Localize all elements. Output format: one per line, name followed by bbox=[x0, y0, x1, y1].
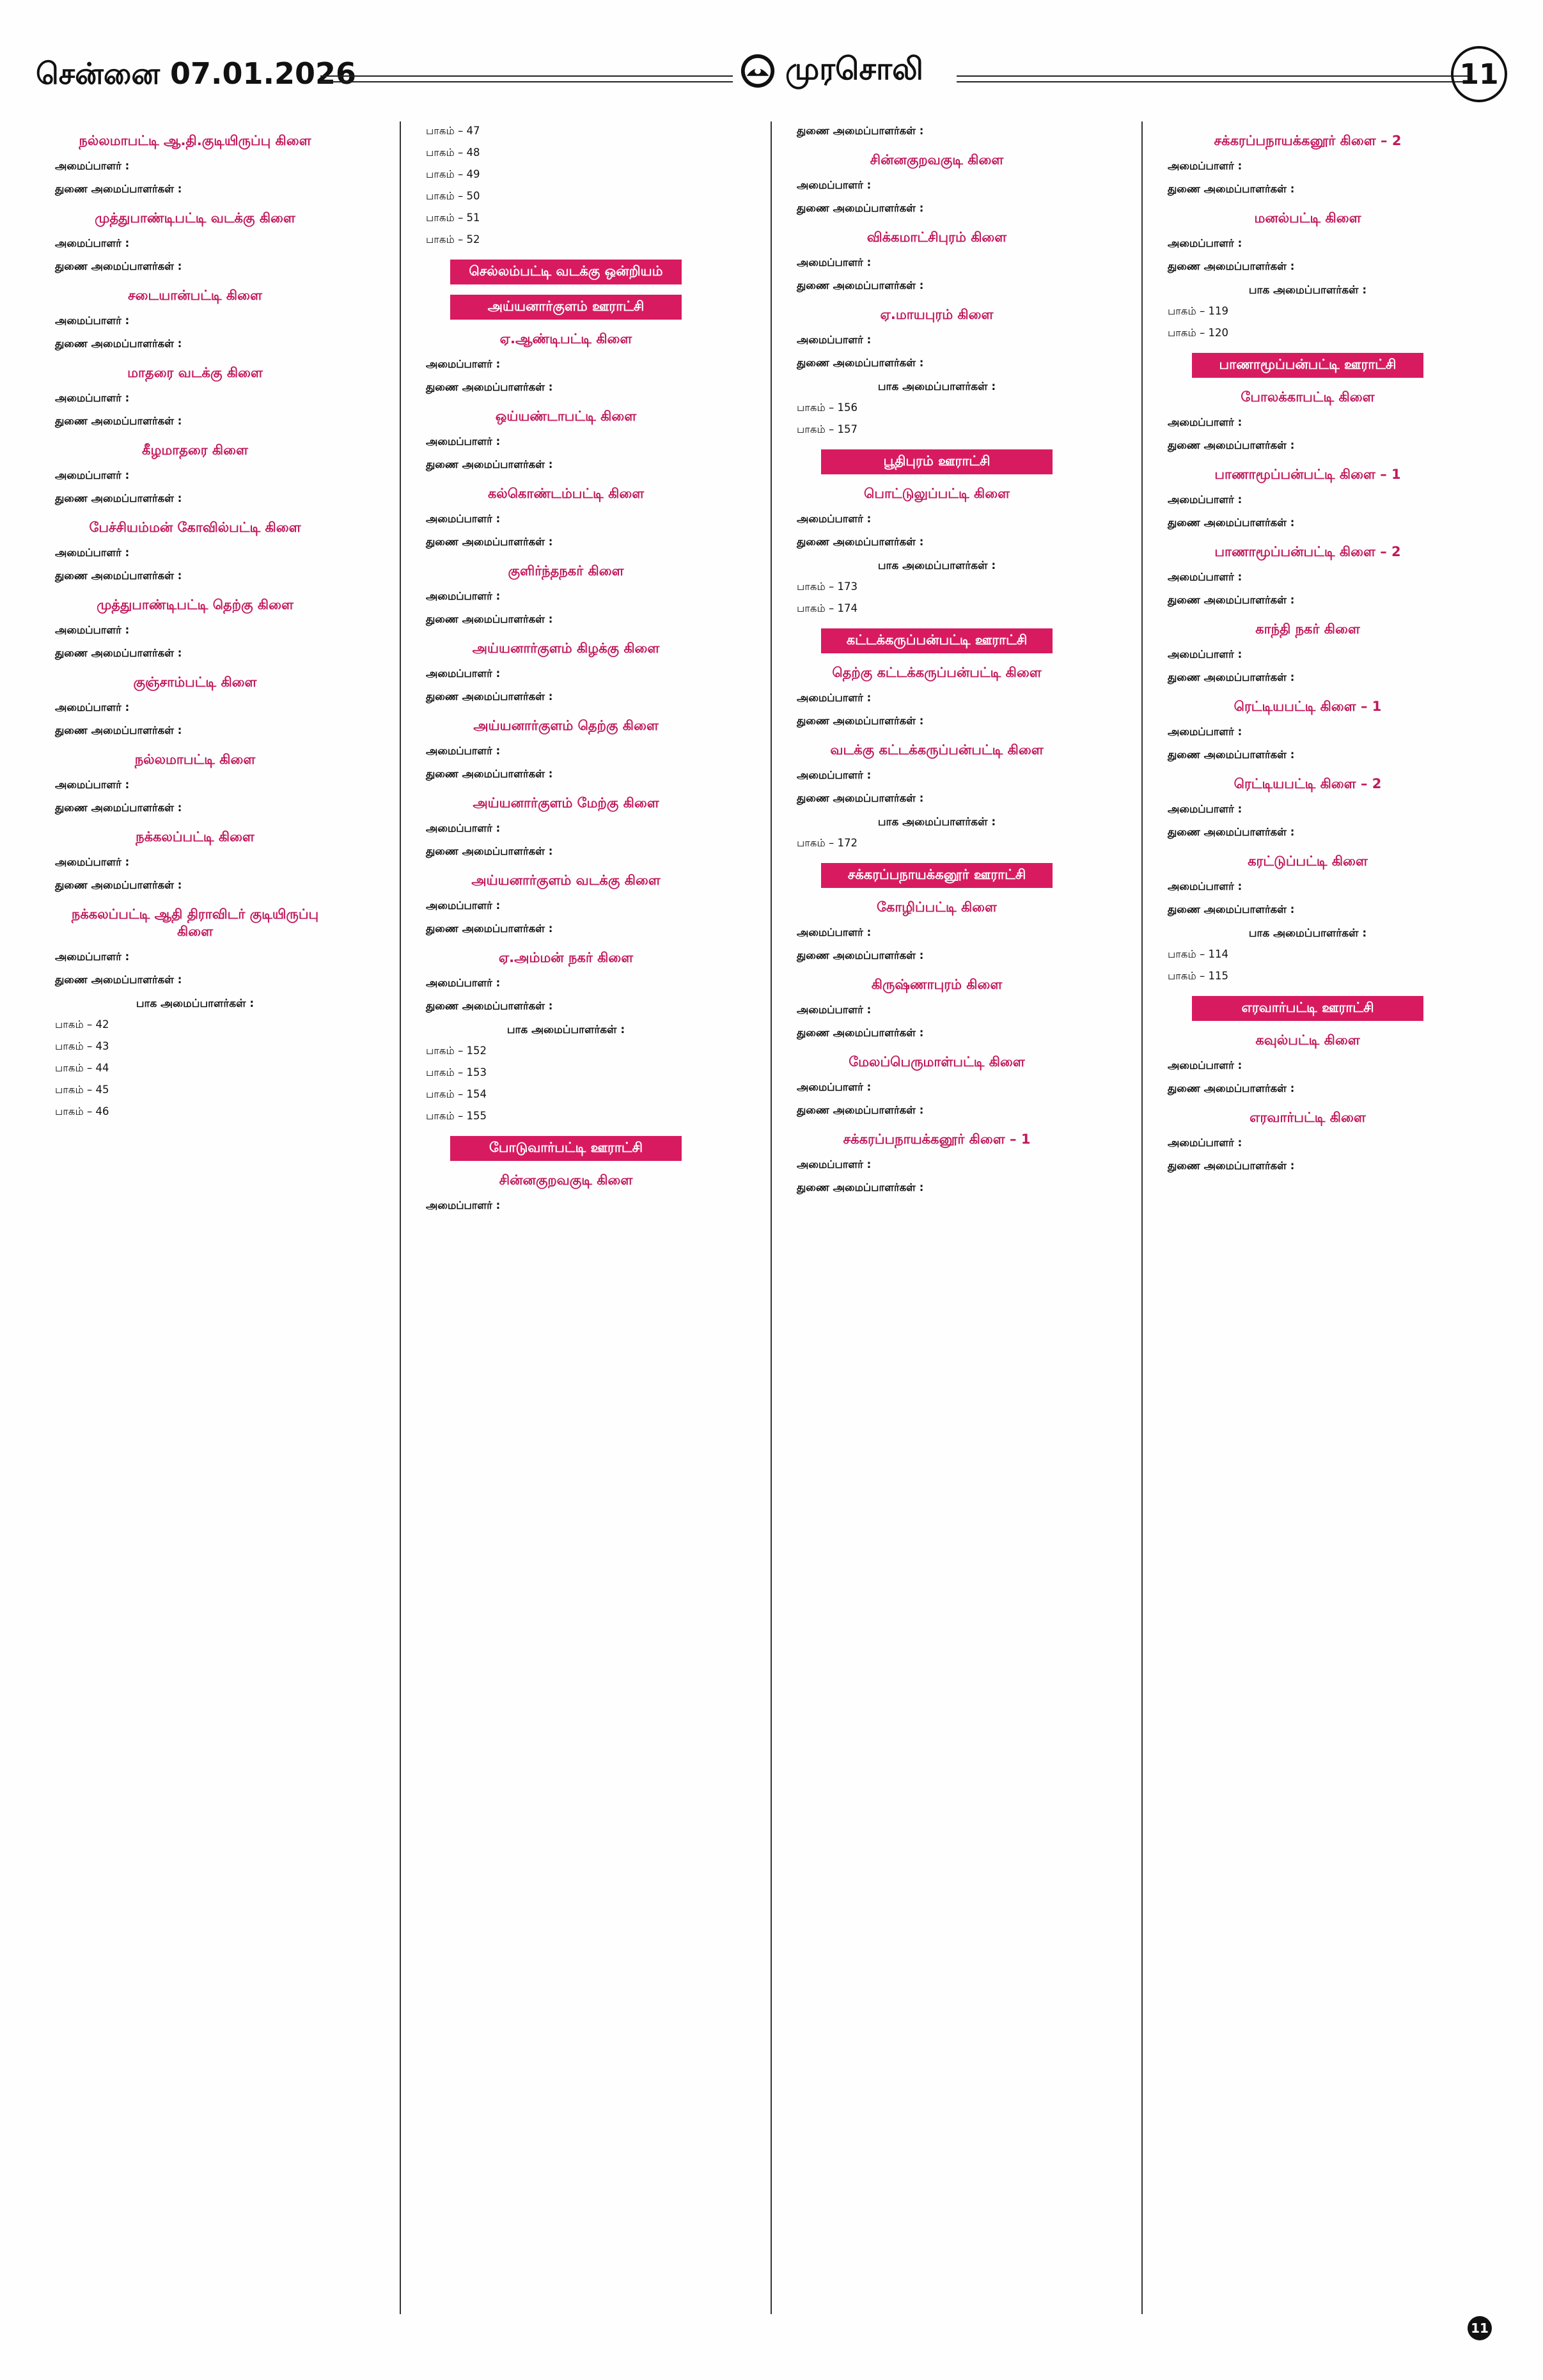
president-entry bbox=[55, 853, 335, 872]
section-title: ரெட்டியபட்டி கிளை – 2 bbox=[1234, 776, 1382, 791]
president-label: அமைப்பாளர் : bbox=[1168, 648, 1242, 660]
ward-number: பாகம் – 52 bbox=[426, 233, 480, 245]
deputies-entry bbox=[1168, 745, 1448, 765]
deputy-label: துணை அமைப்பாளர்கள் : bbox=[797, 715, 924, 727]
president-label: அமைப்பாளர் : bbox=[797, 256, 872, 268]
ward-number: பாகம் – 154 bbox=[426, 1088, 487, 1100]
ward-row bbox=[797, 577, 1077, 596]
ward-row bbox=[797, 420, 1077, 439]
page-number-footer: 11 bbox=[1468, 2316, 1492, 2340]
president-entry bbox=[1168, 645, 1448, 664]
deputy-label: துணை அமைப்பாளர்கள் : bbox=[1168, 826, 1295, 838]
president-entry bbox=[797, 688, 1077, 708]
panchayat-banner: கட்டக்கருப்பன்பட்டி ஊராட்சி bbox=[821, 628, 1053, 653]
section-title: ஏ.மாயபுரம் கிளை bbox=[880, 307, 994, 322]
ward-row bbox=[55, 1015, 335, 1034]
section-title: முத்துபாண்டிபட்டி வடக்கு கிளை bbox=[95, 210, 295, 226]
deputy-label: துணை அமைப்பாளர்கள் : bbox=[55, 260, 182, 272]
ward-number: பாகம் – 47 bbox=[426, 125, 480, 137]
section-title: சின்னகுறவகுடி கிளை bbox=[870, 152, 1004, 167]
ward-row bbox=[1168, 945, 1448, 964]
deputy-label: துணை அமைப்பாளர்கள் : bbox=[797, 357, 924, 369]
ward-number: பாகம் – 172 bbox=[797, 837, 858, 849]
section-title: காந்தி நகர் கிளை bbox=[1255, 621, 1360, 637]
president-label: அமைப்பாளர் : bbox=[1168, 803, 1242, 815]
branch-organisers-label: பாக அமைப்பாளர்கள் : bbox=[1248, 284, 1367, 297]
deputies-entry bbox=[797, 199, 1077, 218]
deputy-label: துணை அமைப்பாளர்கள் : bbox=[1168, 260, 1295, 272]
president-label: அமைப்பாளர் : bbox=[797, 692, 872, 704]
president-label: அமைப்பாளர் : bbox=[1168, 416, 1242, 428]
deputies-entry bbox=[1168, 1156, 1448, 1176]
president-label: அமைப்பாளர் : bbox=[55, 237, 130, 249]
deputies-entry bbox=[55, 721, 335, 740]
branch-organisers-label: பாக அமைப்பாளர்கள் : bbox=[877, 559, 996, 572]
deputies-entry bbox=[55, 412, 335, 431]
deputy-label: துணை அமைப்பாளர்கள் : bbox=[1168, 671, 1295, 683]
section-title: குளிர்ந்தநகர் கிளை bbox=[508, 563, 624, 579]
ward-row bbox=[426, 208, 706, 228]
ward-row bbox=[426, 121, 706, 141]
president-entry bbox=[797, 1000, 1077, 1020]
deputies-entry bbox=[426, 765, 706, 784]
deputy-label: துணை அமைப்பாளர்கள் : bbox=[426, 613, 553, 625]
column-3 bbox=[793, 121, 1081, 2314]
header-rule-right bbox=[957, 75, 1468, 82]
ward-row bbox=[426, 187, 706, 206]
section-title: அய்யனார்குளம் வடக்கு கிளை bbox=[471, 873, 661, 888]
panchayat-banner: போடுவார்பட்டி ஊராட்சி bbox=[450, 1136, 682, 1161]
deputy-label: துணை அமைப்பாளர்கள் : bbox=[55, 879, 182, 891]
deputy-label: துணை அமைப்பாளர்கள் : bbox=[1168, 517, 1295, 529]
ward-number: பாகம் – 155 bbox=[426, 1110, 487, 1122]
ward-row bbox=[797, 834, 1077, 853]
deputy-label: துணை அமைப்பாளர்கள் : bbox=[55, 570, 182, 582]
president-entry bbox=[426, 819, 706, 838]
deputy-label: துணை அமைப்பாளர்கள் : bbox=[797, 1181, 924, 1194]
president-entry bbox=[1168, 234, 1448, 253]
president-entry bbox=[55, 466, 335, 485]
president-entry bbox=[1168, 1056, 1448, 1075]
ward-number: பாகம் – 48 bbox=[426, 146, 480, 159]
branch-organisers-label: பாக அமைப்பாளர்கள் : bbox=[1248, 927, 1367, 940]
ward-number: பாகம் – 43 bbox=[55, 1040, 109, 1052]
president-label: அமைப்பாளர் : bbox=[55, 315, 130, 327]
president-label: அமைப்பாளர் : bbox=[55, 779, 130, 791]
section-title: பேச்சியம்மன் கோவில்பட்டி கிளை bbox=[89, 520, 301, 535]
president-entry bbox=[797, 331, 1077, 350]
president-entry bbox=[797, 1078, 1077, 1097]
section-title: ஒய்யண்டாபட்டி கிளை bbox=[495, 408, 637, 424]
ward-number: பாகம் – 50 bbox=[426, 190, 480, 202]
president-entry bbox=[426, 1196, 706, 1215]
president-entry bbox=[797, 176, 1077, 195]
ward-row bbox=[55, 1059, 335, 1078]
president-entry bbox=[55, 234, 335, 253]
deputies-entry bbox=[426, 997, 706, 1016]
president-entry bbox=[797, 923, 1077, 942]
deputies-entry bbox=[55, 334, 335, 354]
ward-number: பாகம் – 49 bbox=[426, 168, 480, 180]
column-1 bbox=[51, 121, 339, 2314]
president-entry bbox=[55, 775, 335, 795]
newspaper-name: முரசொலி bbox=[785, 51, 923, 87]
president-entry bbox=[55, 947, 335, 967]
section-title: நல்லமாபட்டி ஆ.தி.குடியிருப்பு கிளை bbox=[79, 133, 311, 148]
ward-row bbox=[797, 599, 1077, 618]
deputy-label: துணை அமைப்பாளர்கள் : bbox=[797, 792, 924, 804]
deputy-label: துணை அமைப்பாளர்கள் : bbox=[797, 202, 924, 214]
panchayat-banner: பூதிபுரம் ஊராட்சி bbox=[821, 449, 1053, 474]
deputies-entry bbox=[1168, 823, 1448, 842]
president-entry bbox=[426, 509, 706, 529]
deputies-entry bbox=[55, 970, 335, 990]
ward-row bbox=[55, 1037, 335, 1056]
deputy-label: துணை அமைப்பாளர்கள் : bbox=[797, 536, 924, 548]
section-title: கோழிப்பட்டி கிளை bbox=[876, 899, 997, 915]
section-title: கரட்டுப்பட்டி கிளை bbox=[1248, 853, 1368, 869]
ward-number: பாகம் – 119 bbox=[1168, 305, 1228, 317]
president-label: அமைப்பாளர் : bbox=[797, 1081, 872, 1093]
deputies-entry bbox=[55, 798, 335, 818]
deputy-label: துணை அமைப்பாளர்கள் : bbox=[1168, 749, 1295, 761]
ward-row bbox=[426, 1041, 706, 1061]
president-entry bbox=[797, 253, 1077, 272]
ward-row bbox=[426, 1085, 706, 1104]
president-label: அமைப்பாளர் : bbox=[426, 899, 501, 912]
president-label: அமைப்பாளர் : bbox=[426, 745, 501, 757]
branch-organisers-label: பாக அமைப்பாளர்கள் : bbox=[136, 997, 255, 1010]
president-entry bbox=[55, 543, 335, 563]
deputies-entry bbox=[55, 876, 335, 895]
section-title: பொட்டுலுப்பட்டி கிளை bbox=[863, 486, 1010, 501]
president-entry bbox=[426, 664, 706, 683]
deputies-entry bbox=[797, 1178, 1077, 1197]
deputy-label: துணை அமைப்பாளர்கள் : bbox=[1168, 183, 1295, 195]
section-title: மாதரை வடக்கு கிளை bbox=[127, 365, 263, 380]
president-label: அமைப்பாளர் : bbox=[426, 667, 501, 680]
president-entry bbox=[797, 509, 1077, 529]
ward-number: பாகம் – 51 bbox=[426, 212, 480, 224]
section-title: தெற்கு கட்டக்கருப்பன்பட்டி கிளை bbox=[832, 665, 1042, 680]
deputy-label: துணை அமைப்பாளர்கள் : bbox=[55, 492, 182, 504]
deputies-entry bbox=[426, 455, 706, 474]
president-entry bbox=[1168, 413, 1448, 432]
president-label: அமைப்பாளர் : bbox=[1168, 1059, 1242, 1071]
president-entry bbox=[426, 896, 706, 915]
deputies-entry bbox=[797, 789, 1077, 808]
ward-number: பாகம் – 156 bbox=[797, 401, 858, 414]
deputies-entry bbox=[55, 644, 335, 663]
president-label: அமைப்பாளர் : bbox=[55, 624, 130, 636]
president-label: அமைப்பாளர் : bbox=[55, 392, 130, 404]
president-label: அமைப்பாளர் : bbox=[797, 1158, 872, 1171]
section-title: நக்கலப்பட்டி ஆதி திராவிடர் குடியிருப்பு கிளை bbox=[71, 906, 319, 939]
section-title: மேலப்பெருமாள்பட்டி கிளை bbox=[849, 1054, 1025, 1069]
deputies-entry bbox=[426, 378, 706, 397]
deputy-label: துணை அமைப்பாளர்கள் : bbox=[426, 381, 553, 393]
deputies-entry bbox=[797, 533, 1077, 552]
ward-number: பாகம் – 152 bbox=[426, 1045, 487, 1057]
deputies-entry bbox=[797, 946, 1077, 965]
deputies-entry bbox=[1168, 668, 1448, 687]
ward-number: பாகம் – 114 bbox=[1168, 948, 1228, 960]
deputies-entry bbox=[1168, 513, 1448, 533]
ward-number: பாகம் – 115 bbox=[1168, 970, 1228, 982]
president-label: அமைப்பாளர் : bbox=[426, 977, 501, 989]
panchayat-banner: பாணாமூப்பன்பட்டி ஊராட்சி bbox=[1192, 353, 1423, 378]
section-title: கீழமாதரை கிளை bbox=[142, 442, 248, 458]
president-label: அமைப்பாளர் : bbox=[1168, 1137, 1242, 1149]
deputies-entry bbox=[426, 919, 706, 938]
president-label: அமைப்பாளர் : bbox=[55, 469, 130, 481]
ward-row bbox=[55, 1102, 335, 1121]
deputies-entry bbox=[1168, 591, 1448, 610]
branch-organisers-label: பாக அமைப்பாளர்கள் : bbox=[506, 1023, 625, 1036]
president-entry bbox=[55, 311, 335, 331]
president-label: அமைப்பாளர் : bbox=[797, 1004, 872, 1016]
header-date: சென்னை 07.01.2026 bbox=[36, 56, 357, 91]
deputy-label: துணை அமைப்பாளர்கள் : bbox=[1168, 594, 1295, 606]
deputy-label: துணை அமைப்பாளர்கள் : bbox=[55, 338, 182, 350]
ward-row bbox=[1168, 302, 1448, 321]
president-entry bbox=[426, 432, 706, 451]
section-title: சக்கரப்பநாயக்கனூர் கிளை – 2 bbox=[1214, 133, 1402, 148]
deputies-entry bbox=[1168, 1079, 1448, 1098]
deputies-entry bbox=[426, 842, 706, 861]
section-title: சக்கரப்பநாயக்கனூர் கிளை – 1 bbox=[843, 1132, 1031, 1147]
branch-organisers-label: பாக அமைப்பாளர்கள் : bbox=[877, 816, 996, 828]
president-label: அமைப்பாளர் : bbox=[797, 513, 872, 525]
section-title: நல்லமாபட்டி கிளை bbox=[134, 752, 256, 767]
deputy-label: துணை அமைப்பாளர்கள் : bbox=[426, 536, 553, 548]
deputies-entry bbox=[55, 566, 335, 586]
section-title: போலக்காபட்டி கிளை bbox=[1241, 389, 1375, 405]
section-title: விக்கமாட்சிபுரம் கிளை bbox=[866, 229, 1007, 245]
president-label: அமைப்பாளர் : bbox=[1168, 494, 1242, 506]
president-label: அமைப்பாளர் : bbox=[1168, 880, 1242, 892]
deputy-label: துணை அமைப்பாளர்கள் : bbox=[797, 1027, 924, 1039]
ward-row bbox=[426, 230, 706, 249]
page-number-badge: 11 bbox=[1451, 46, 1507, 102]
ward-number: பாகம் – 44 bbox=[55, 1062, 109, 1074]
deputy-label: துணை அமைப்பாளர்கள் : bbox=[797, 949, 924, 961]
section-title: அய்யனார்குளம் கிழக்கு கிளை bbox=[472, 641, 660, 656]
deputy-label: துணை அமைப்பாளர்கள் : bbox=[426, 922, 553, 935]
deputies-entry bbox=[55, 489, 335, 508]
ward-row bbox=[426, 143, 706, 162]
column-divider bbox=[1141, 121, 1143, 2314]
section-title: எரவார்பட்டி கிளை bbox=[1249, 1110, 1366, 1125]
deputies-entry bbox=[797, 1101, 1077, 1120]
deputy-label: துணை அமைப்பாளர்கள் : bbox=[426, 1000, 553, 1012]
section-title: மனல்பட்டி கிளை bbox=[1254, 210, 1361, 226]
deputy-label: துணை அமைப்பாளர்கள் : bbox=[55, 724, 182, 736]
deputy-label: துணை அமைப்பாளர்கள் : bbox=[1168, 1160, 1295, 1172]
section-title: பாணாமூப்பன்பட்டி கிளை – 2 bbox=[1214, 544, 1401, 559]
president-entry bbox=[426, 355, 706, 374]
section-title: ரெட்டியபட்டி கிளை – 1 bbox=[1234, 699, 1382, 714]
ward-row bbox=[1168, 967, 1448, 986]
president-entry bbox=[797, 1155, 1077, 1174]
president-entry bbox=[1168, 157, 1448, 176]
deputies-entry bbox=[797, 354, 1077, 373]
president-label: அமைப்பாளர் : bbox=[55, 547, 130, 559]
deputies-entry bbox=[797, 121, 1077, 141]
ward-row bbox=[55, 1080, 335, 1100]
president-entry bbox=[1168, 800, 1448, 819]
ward-row bbox=[797, 398, 1077, 417]
deputies-entry bbox=[1168, 180, 1448, 199]
panchayat-banner: சக்கரப்பநாயக்கனூர் ஊராட்சி bbox=[821, 863, 1053, 888]
president-entry bbox=[426, 587, 706, 606]
column-divider bbox=[771, 121, 772, 2314]
deputy-label: துணை அமைப்பாளர்கள் : bbox=[1168, 1082, 1295, 1094]
page-header bbox=[36, 45, 1507, 109]
deputy-label: துணை அமைப்பாளர்கள் : bbox=[797, 125, 924, 137]
deputy-label: துணை அமைப்பாளர்கள் : bbox=[797, 279, 924, 292]
ward-number: பாகம் – 120 bbox=[1168, 327, 1228, 339]
section-title: பாணாமூப்பன்பட்டி கிளை – 1 bbox=[1214, 467, 1401, 482]
president-entry bbox=[1168, 722, 1448, 742]
deputy-label: துணை அமைப்பாளர்கள் : bbox=[426, 458, 553, 471]
section-title: வடக்கு கட்டக்கருப்பன்பட்டி கிளை bbox=[830, 742, 1044, 758]
column-divider bbox=[400, 121, 401, 2314]
president-label: அமைப்பாளர் : bbox=[797, 179, 872, 191]
deputy-label: துணை அமைப்பாளர்கள் : bbox=[426, 690, 553, 703]
president-label: அமைப்பாளர் : bbox=[55, 951, 130, 963]
ward-row bbox=[1168, 323, 1448, 343]
ward-number: பாகம் – 46 bbox=[55, 1105, 109, 1117]
panchayat-banner: அய்யனார்குளம் ஊராட்சி bbox=[450, 295, 682, 320]
deputy-label: துணை அமைப்பாளர்கள் : bbox=[426, 768, 553, 780]
president-label: அமைப்பாளர் : bbox=[1168, 571, 1242, 583]
deputies-entry bbox=[426, 610, 706, 629]
masthead bbox=[739, 51, 923, 91]
deputies-entry bbox=[1168, 257, 1448, 276]
ward-number: பாகம் – 157 bbox=[797, 423, 858, 435]
section-title: அய்யனார்குளம் மேற்கு கிளை bbox=[473, 795, 659, 811]
president-label: அமைப்பாளர் : bbox=[797, 926, 872, 938]
deputies-entry bbox=[1168, 900, 1448, 919]
section-title: முத்துபாண்டிபட்டி தெற்கு கிளை bbox=[97, 597, 294, 612]
president-entry bbox=[426, 742, 706, 761]
deputies-entry bbox=[55, 180, 335, 199]
union-banner: செல்லம்பட்டி வடக்கு ஒன்றியம் bbox=[450, 260, 682, 284]
ward-number: பாகம் – 42 bbox=[55, 1018, 109, 1031]
deputies-entry bbox=[55, 257, 335, 276]
deputy-label: துணை அமைப்பாளர்கள் : bbox=[1168, 903, 1295, 915]
president-label: அமைப்பாளர் : bbox=[426, 822, 501, 834]
president-label: அமைப்பாளர் : bbox=[55, 160, 130, 172]
president-entry bbox=[55, 157, 335, 176]
header-rule-left bbox=[320, 75, 733, 82]
president-label: அமைப்பாளர் : bbox=[1168, 237, 1242, 249]
president-entry bbox=[1168, 568, 1448, 587]
president-entry bbox=[55, 621, 335, 640]
ward-number: பாகம் – 174 bbox=[797, 602, 858, 614]
deputy-label: துணை அமைப்பாளர்கள் : bbox=[55, 647, 182, 659]
president-label: அமைப்பாளர் : bbox=[1168, 160, 1242, 172]
president-label: அமைப்பாளர் : bbox=[55, 856, 130, 868]
ward-number: பாகம் – 173 bbox=[797, 580, 858, 593]
section-title: கல்கொண்டம்பட்டி கிளை bbox=[487, 486, 645, 501]
deputy-label: துணை அமைப்பாளர்கள் : bbox=[797, 1104, 924, 1116]
deputies-entry bbox=[426, 687, 706, 706]
section-title: சடையான்பட்டி கிளை bbox=[128, 288, 262, 303]
president-label: அமைப்பாளர் : bbox=[426, 590, 501, 602]
president-label: அமைப்பாளர் : bbox=[426, 358, 501, 370]
president-entry bbox=[1168, 490, 1448, 509]
president-entry bbox=[426, 974, 706, 993]
deputy-label: துணை அமைப்பாளர்கள் : bbox=[55, 974, 182, 986]
deputy-label: துணை அமைப்பாளர்கள் : bbox=[1168, 439, 1295, 451]
president-label: அமைப்பாளர் : bbox=[426, 435, 501, 447]
ward-number: பாகம் – 45 bbox=[55, 1084, 109, 1096]
president-entry bbox=[1168, 877, 1448, 896]
president-entry bbox=[1168, 1133, 1448, 1153]
section-title: ஏ.ஆண்டிபட்டி கிளை bbox=[499, 331, 632, 346]
column-4 bbox=[1164, 121, 1452, 2314]
section-title: கவுல்பட்டி கிளை bbox=[1255, 1032, 1360, 1048]
ward-row bbox=[426, 165, 706, 184]
deputies-entry bbox=[797, 712, 1077, 731]
president-label: அமைப்பாளர் : bbox=[426, 513, 501, 525]
deputy-label: துணை அமைப்பாளர்கள் : bbox=[55, 802, 182, 814]
president-entry bbox=[55, 698, 335, 717]
deputies-entry bbox=[797, 1023, 1077, 1043]
section-title: சின்னகுறவகுடி கிளை bbox=[499, 1172, 633, 1188]
branch-organisers-label: பாக அமைப்பாளர்கள் : bbox=[877, 380, 996, 393]
deputy-label: துணை அமைப்பாளர்கள் : bbox=[55, 415, 182, 427]
section-title: கிருஷ்ணாபுரம் கிளை bbox=[871, 977, 1003, 992]
president-label: அமைப்பாளர் : bbox=[55, 701, 130, 713]
panchayat-banner: எரவார்பட்டி ஊராட்சி bbox=[1192, 996, 1423, 1021]
ward-row bbox=[426, 1107, 706, 1126]
deputy-label: துணை அமைப்பாளர்கள் : bbox=[55, 183, 182, 195]
president-label: அமைப்பாளர் : bbox=[426, 1199, 501, 1211]
section-title: அய்யனார்குளம் தெற்கு கிளை bbox=[473, 718, 659, 733]
section-title: குஞ்சாம்பட்டி கிளை bbox=[133, 674, 257, 690]
rising-sun-emblem-icon bbox=[739, 52, 776, 89]
president-label: அமைப்பாளர் : bbox=[797, 334, 872, 346]
deputies-entry bbox=[797, 276, 1077, 295]
ward-number: பாகம் – 153 bbox=[426, 1066, 487, 1078]
president-label: அமைப்பாளர் : bbox=[1168, 726, 1242, 738]
president-entry bbox=[797, 766, 1077, 785]
section-title: ஏ.அம்மன் நகர் கிளை bbox=[498, 950, 634, 965]
president-label: அமைப்பாளர் : bbox=[797, 769, 872, 781]
deputies-entry bbox=[426, 533, 706, 552]
column-2 bbox=[422, 121, 710, 2314]
ward-row bbox=[426, 1063, 706, 1082]
president-entry bbox=[55, 389, 335, 408]
deputies-entry bbox=[1168, 436, 1448, 455]
section-title: நக்கலப்பட்டி கிளை bbox=[136, 829, 255, 844]
deputy-label: துணை அமைப்பாளர்கள் : bbox=[426, 845, 553, 857]
